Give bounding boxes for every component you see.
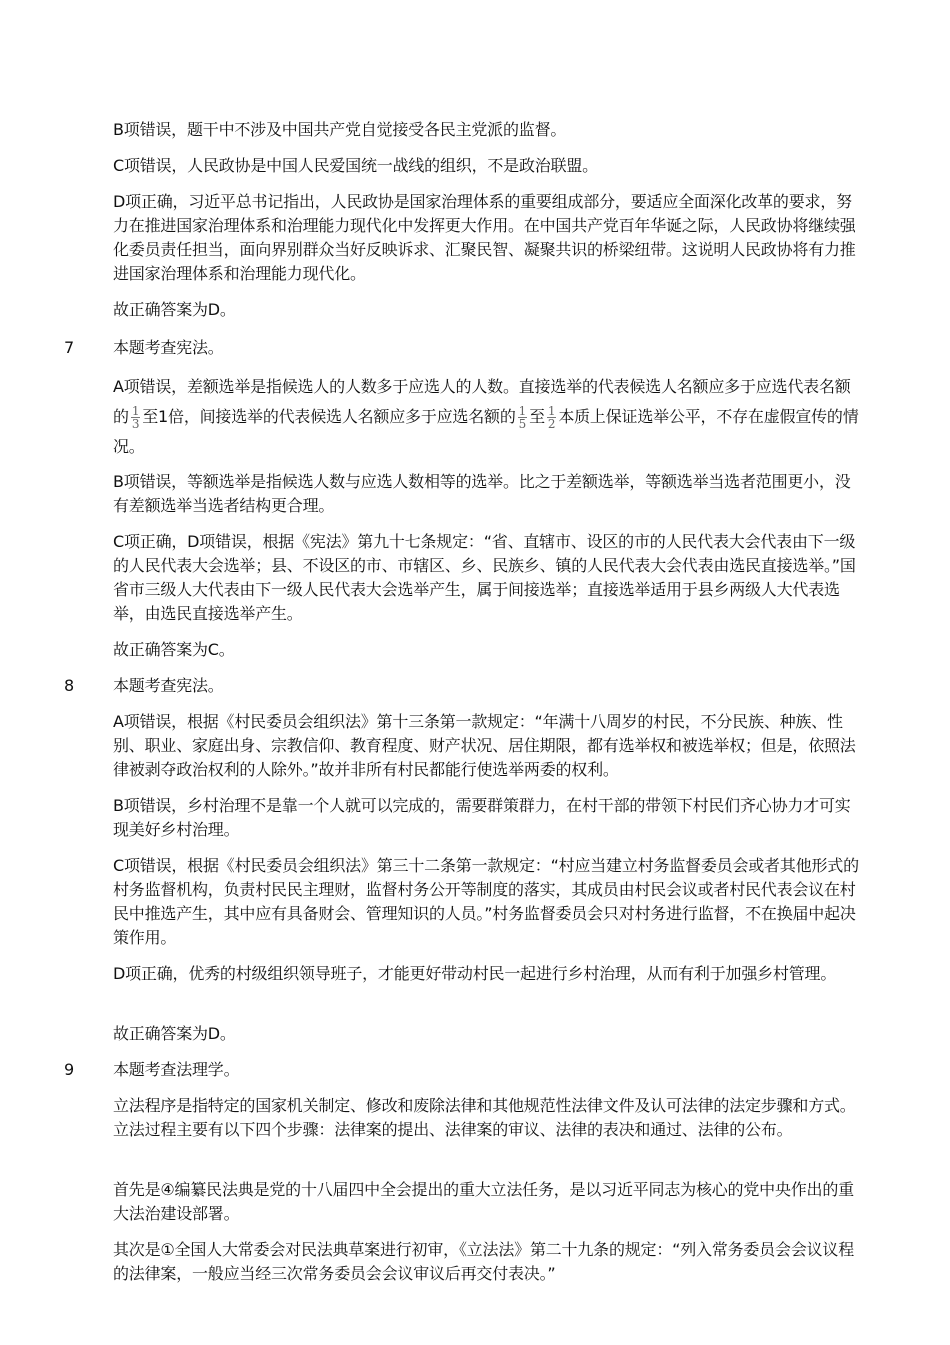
q8-option-c: C项错误，根据《村民委员会组织法》第三十二条第一款规定：“村应当建立村务监督委员会或者其他形式的村务监督机构，负责村民民主理财，监督村务公开等制度的落实，其成员由村民会议或者村民代表会议在村民中推选产生，其中应有具备财会、管理知识的人员。”村务监督委员会只对村务进行监督，不在换届中起决策作用。 — [113, 856, 859, 947]
fraction-one-third: $\frac{1}{3}$ — [131, 404, 140, 431]
q6-answer: 故正确答案为D。 — [113, 300, 236, 319]
q9-paragraph-3: 其次是①全国人大常委会对民法典草案进行初审，《立法法》第二十九条的规定：“列入常务委员会会议议程的法律案，一般应当经三次常务委员会会议审议后再交付表决。” — [113, 1240, 855, 1283]
q6-option-d: D项正确，习近平总书记指出，人民政协是国家治理体系的重要组成部分，要适应全面深化改革的要求，努力在推进国家治理体系和治理能力现代化中发挥更大作用。在中国共产党百年华诞之际，人民政协将继续强化委员责任担当，面向界别群众当好反映诉求、汇聚民智、凝聚共识的桥梁纽带。这说明人民政协将有力推进国家治理体系和治理能力现代化。 — [113, 192, 856, 283]
q7-topic: 本题考查宪法。 — [113, 338, 224, 357]
q6-option-b: B项错误，题干中不涉及中国共产党自觉接受各民主党派的监督。 — [113, 120, 567, 139]
q9-paragraph-1: 立法程序是指特定的国家机关制定、修改和废除法律和其他规范性法律文件及认可法律的法定步骤和方式。立法过程主要有以下四个步骤：法律案的提出、法律案的审议、法律的表决和通过、法律的公布。 — [113, 1096, 856, 1139]
q9-paragraph-2: 首先是④编纂民法典是党的十八届四中全会提出的重大立法任务，是以习近平同志为核心的党中央作出的重大法治建设部署。 — [113, 1180, 854, 1223]
q8-option-b: B项错误，乡村治理不是靠一个人就可以完成的，需要群策群力，在村干部的带领下村民们齐心协力才可实现美好乡村治理。 — [113, 796, 851, 839]
q9-number: 9 — [64, 1060, 75, 1079]
q7-option-a-text-2: 至1倍，间接选举的代表候选人名额应多于应选名额的 — [142, 407, 516, 426]
q8-option-d: D项正确，优秀的村级组织领导班子，才能更好带动村民一起进行乡村治理，从而有利于加强乡村管理。 — [113, 964, 837, 983]
q7-answer: 故正确答案为C。 — [113, 640, 235, 659]
q7-number: 7 — [64, 338, 75, 357]
q7-option-a-text-3: 至 — [529, 407, 545, 426]
fraction-one-fifth: $\frac{1}{5}$ — [518, 404, 527, 431]
q7-option-c: C项正确，D项错误，根据《宪法》第九十七条规定：“省、直辖市、设区的市的人民代表大会代表由下一级的人民代表大会选举；县、不设区的市、市辖区、乡、民族乡、镇的人民代表大会代表由选民直接选举。”国省市三级人大代表由下一级人民代表大会选举产生，属于间接选举；直接选举适用于县乡两级人大代表选举，由选民直接选举产生。 — [113, 532, 856, 623]
q8-topic: 本题考查宪法。 — [113, 676, 224, 695]
q6-option-c: C项错误，人民政协是中国人民爱国统一战线的组织，不是政治联盟。 — [113, 156, 598, 175]
q8-number: 8 — [64, 676, 75, 695]
q7-option-a — [113, 372, 865, 462]
q8-option-a: A项错误，根据《村民委员会组织法》第十三条第一款规定：“年满十八周岁的村民，不分民族、种族、性别、职业、家庭出身、宗教信仰、教育程度、财产状况、居住期限，都有选举权和被选举权；但是，依照法律被剥夺政治权利的人除外。”故并非所有村民都能行使选举两委的权利。 — [113, 712, 856, 779]
fraction-one-half: $\frac{1}{2}$ — [547, 404, 556, 431]
q7-option-a-text-1: A项错误，差额选举是指候选人的人数多于应选人的人数。直接选举的代表候选人名额应多于应选代表名额的 — [113, 377, 851, 426]
q9-topic: 本题考查法理学。 — [113, 1060, 240, 1079]
q7-option-b: B项错误，等额选举是指候选人数与应选人数相等的选举。比之于差额选举，等额选举当选者范围更小，没有差额选举当选者结构更合理。 — [113, 472, 851, 515]
q7-option-a-text-4: 本质上保证选举公平，不存在虚假宣传的情况。 — [113, 407, 859, 456]
q8-answer: 故正确答案为D。 — [113, 1024, 236, 1043]
